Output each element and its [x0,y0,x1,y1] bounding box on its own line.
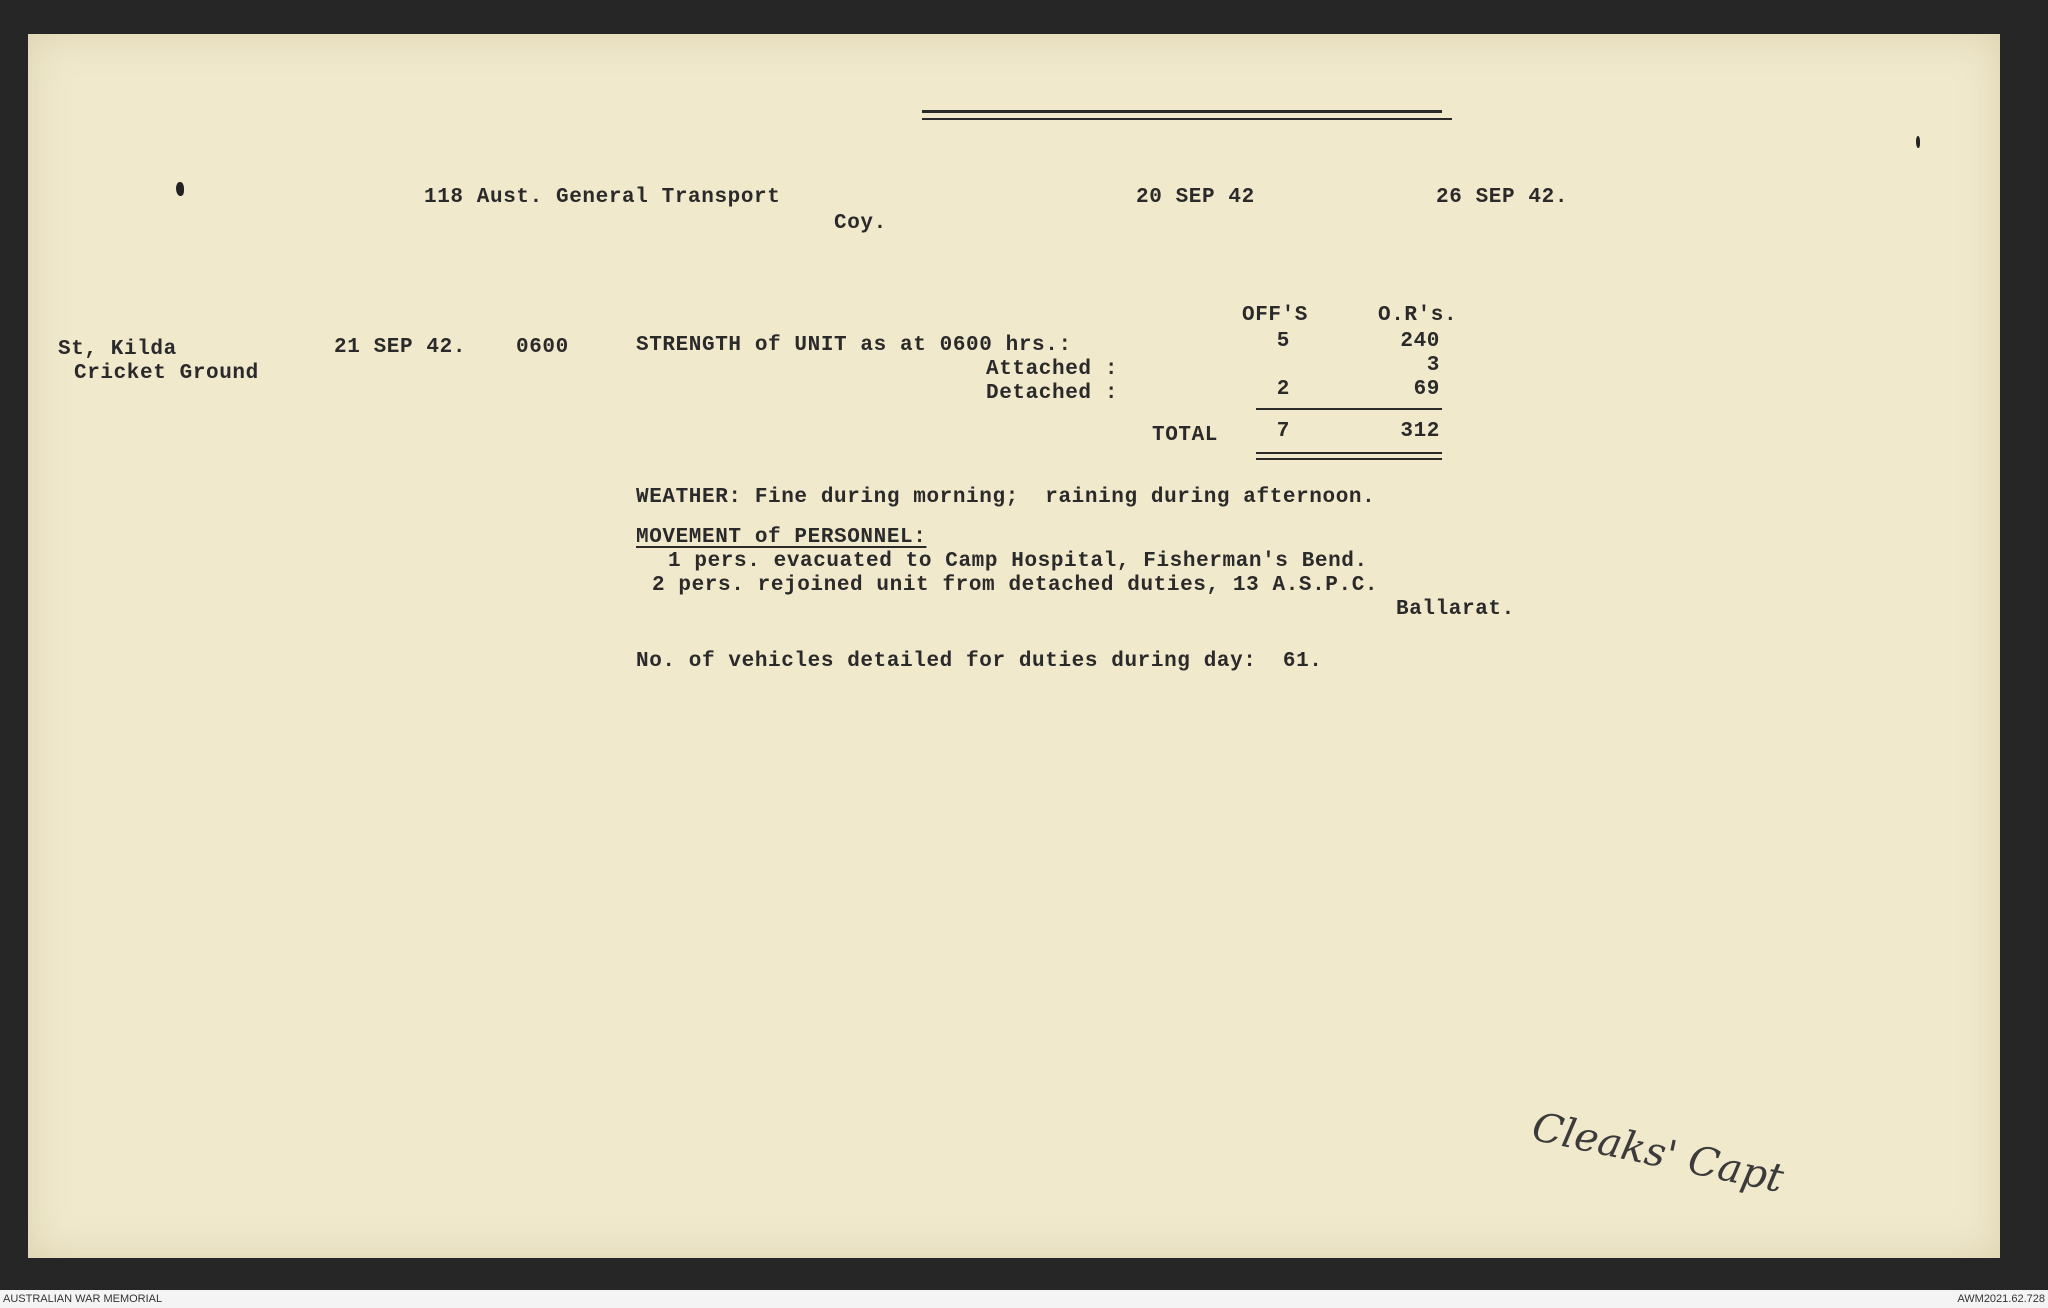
document-page [28,34,2000,1258]
place-line1: St, Kilda [58,338,177,361]
unit-name-cont: Coy. [834,212,887,235]
catalogue-number: AWM2021.62.728 [1957,1293,2045,1305]
subtotal-rule [1256,408,1442,410]
movement-line1: 1 pers. evacuated to Camp Hospital, Fisherman's Bend. [668,550,1368,573]
movement-heading: MOVEMENT of PERSONNEL: [636,526,927,549]
ink-mark [176,182,184,196]
attached-label: Attached : [986,358,1119,381]
header-rule-lower [922,118,1452,120]
total-double-rule-lower [1256,458,1442,460]
movement-line3: Ballarat. [1396,598,1515,621]
place-line2: Cricket Ground [74,362,259,385]
entry-time: 0600 [516,336,569,359]
unit-name: 118 Aust. General Transport [424,186,781,209]
weather-line: WEATHER: Fine during morning; raining during afternoon. [636,486,1376,509]
total-ors: 312 [1400,420,1440,443]
detached-ors: 69 [1413,378,1440,401]
caption-bar [0,1290,2048,1308]
vehicles-line: No. of vehicles detailed for duties during day: 61. [636,650,1323,673]
total-double-rule [1256,452,1442,454]
strength-label: STRENGTH of UNIT as at 0600 hrs.: [636,334,1072,357]
col-header-ors: O.R's. [1378,304,1458,327]
signature: Cleaks' Capt [1528,1103,1788,1203]
total-label: TOTAL [1152,424,1219,447]
total-offs: 7 [1276,420,1290,443]
header-rule [922,110,1442,113]
attached-ors: 3 [1426,354,1440,377]
archive-caption: AUSTRALIAN WAR MEMORIAL [3,1293,163,1305]
movement-line2: 2 pers. rejoined unit from detached duties, 13 A.S.P.C. [652,574,1379,597]
col-header-offs: OFF'S [1242,304,1309,327]
date-to: 26 SEP 42. [1436,186,1569,209]
date-from: 20 SEP 42 [1136,186,1255,209]
strength-offs: 5 [1276,330,1290,353]
ink-mark [1916,136,1920,148]
entry-date: 21 SEP 42. [334,336,467,359]
strength-ors: 240 [1400,330,1440,353]
detached-label: Detached : [986,382,1119,405]
detached-offs: 2 [1276,378,1290,401]
